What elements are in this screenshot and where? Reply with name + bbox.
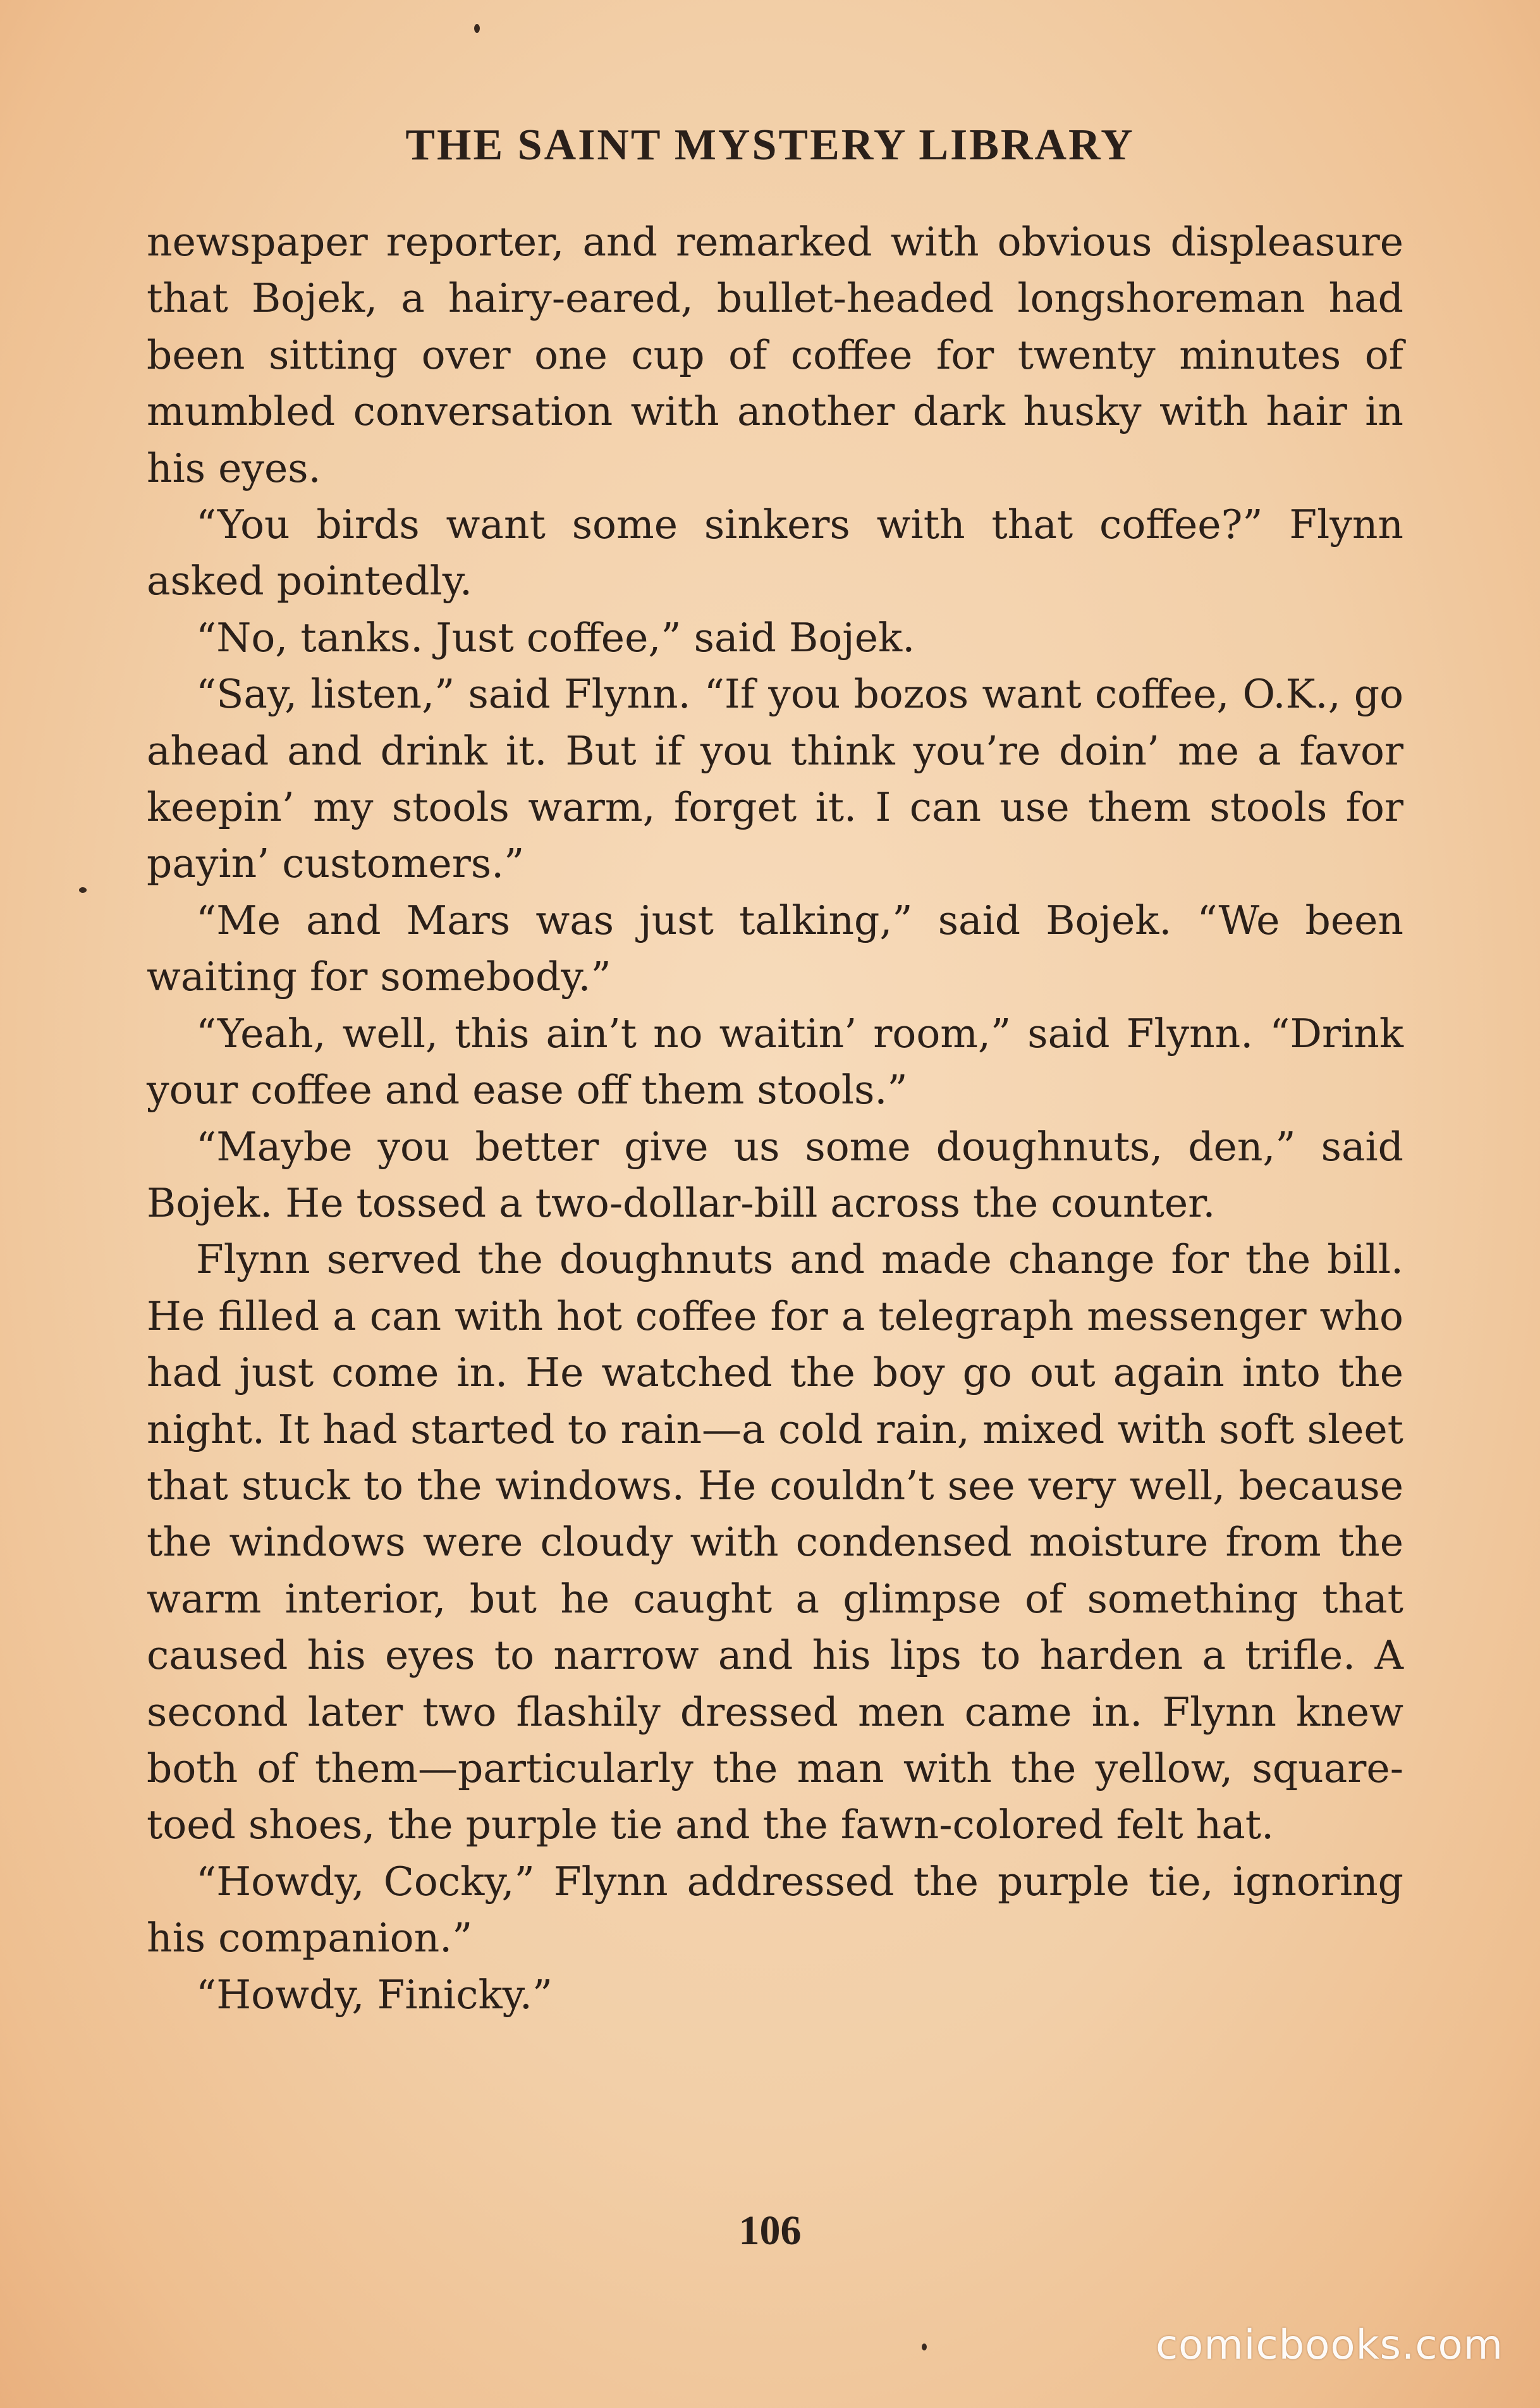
paper-speck [79, 887, 87, 893]
paragraph: “Say, listen,” said Flynn. “If you bozos want coffee, O.K., go ahead and drink it. But if you think you’re doin’ me a favor keepin’ my stools warm, forget it. I can use them stools for payin’ customers.” [147, 671, 1403, 887]
paragraph: “Maybe you better give us some doughnuts, den,” said Bojek. He tossed a two-dollar-bill across the counter. [147, 1123, 1403, 1226]
watermark: comicbooks.com [1155, 2322, 1503, 2369]
paragraph: “Yeah, well, this ain’t no waitin’ room,” said Flynn. “Drink your coffee and ease off them stools.” [147, 1010, 1403, 1114]
paragraph: “Howdy, Finicky.” [196, 1971, 553, 2018]
paper-speck [474, 24, 480, 33]
paragraph: “Howdy, Cocky,” Flynn addressed the purple tie, ignoring his companion.” [147, 1858, 1403, 1962]
paragraph: newspaper reporter, and remarked with obvious displeasure that Bojek, a hairy-eared, bullet-headed longshoreman had been sitting over one cup of coffee for twenty minutes of mumbled conversation with another dark husky with hair in his eyes. [147, 219, 1403, 491]
running-head: THE SAINT MYSTERY LIBRARY [405, 121, 1135, 169]
paper-speck [922, 2344, 927, 2350]
page-text [147, 214, 1403, 2023]
page-number: 106 [738, 2208, 802, 2254]
paragraph: “You birds want some sinkers with that coffee?” Flynn asked pointedly. [147, 501, 1403, 605]
paragraph: “No, tanks. Just coffee,” said Bojek. [196, 614, 915, 661]
paragraph: Flynn served the doughnuts and made change for the bill. He filled a can with hot coffee for a telegraph messenger who had just come in. He watched the boy go out again into the night. It had started to rain—a cold rain, mixed with soft sleet that stuck to the windows. He couldn’t see very well, because the windows were cloudy with condensed moisture from the warm interior, but he caught a glimpse of something that caused his eyes to narrow and his lips to harden a trifle. A second later two flashily dressed men came in. Flynn knew both of them—particularly the man with the yellow, square-toed shoes, the purple tie and the fawn-colored felt hat. [147, 1236, 1403, 1848]
paragraph: “Me and Mars was just talking,” said Bojek. “We been waiting for somebody.” [147, 897, 1403, 1000]
